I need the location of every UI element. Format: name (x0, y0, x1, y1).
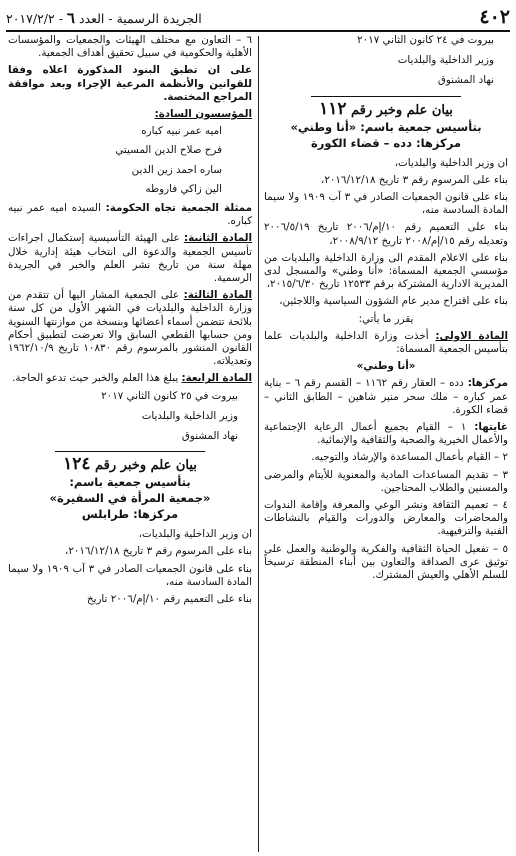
preamble-para: ان وزير الداخلية والبلديات، (138, 528, 252, 541)
representative-para (8, 202, 252, 228)
article-3-text: على الجمعية المشار اليها أن تتقدم من وزارة الداخلية والبلديات في الشهر الأول من كل سنة بلائحة تتضمن أسماء أعضائها وبنسخة من موازنتها السنوية ومن حسابها القطعي السابق والا تعرضت لتطبيق أحكام القانون المنشور بالمرسوم رقم ١٠٨٣٠ تاريخ ١٩٦٢/١٠/٩ وتعديلاته. (8, 289, 252, 368)
hq-text: دده – العقار رقم ١١٦٢ – القسم رقم ٦ – بناية عمر كباره – ملك سحر منير شاهين – الطابق الثاني – قضاء الكورة. (264, 377, 508, 416)
section-rule (311, 96, 461, 97)
notice-hq: مركزها: طرابلس (81, 507, 179, 522)
article-3 (8, 289, 252, 368)
article-2-text: على الهيئة التأسيسية إستكمال اجراءات تأسيس الجمعية والدعوة الى انتخاب هيئة إدارية خلال مهلة سنة من تاريخ نشر العلم والخبر في الجريدة الرسمية. (8, 232, 252, 285)
sig-date: بيروت في ٢٥ كانون الثاني ٢٠١٧ (101, 389, 238, 402)
gazette-title (6, 9, 202, 28)
preamble-para: بناء على الاعلام المقدم الى وزارة الداخلية والبلديات من مؤسسي الجمعية المسماة: «أنا وطني» والمسجل لدى المديرية الادارية المشتركة برقم ١٢٥٣٣ تاريخ ٢٠١٥/٦/٣٠، (264, 251, 508, 291)
article-3-label: المادة الثالثة: (183, 289, 252, 302)
notice-hq: مركزها: دده – قضاء الكورة (311, 135, 461, 150)
article-1-text: أخذت وزارة الداخلية والبلديات علما بتأسيس الجمعية المسماة: (264, 329, 508, 356)
article-1-label: المادة الاولى: (435, 329, 508, 342)
article-2 (8, 232, 252, 285)
sig-name: نهاد المشنوق (181, 430, 238, 443)
preamble-para: بناء على قانون الجمعيات الصادر في ٣ آب ١٩٠٩ ولا سيما المادة السادسة منه، (264, 191, 508, 217)
founder-name: فرح صلاح الدين المسيتي (115, 144, 222, 157)
article-1 (264, 330, 508, 356)
sig-title: وزير الداخلية والبلديات (141, 409, 238, 422)
section-rule (55, 451, 205, 452)
representative-text: السيده اميه عمر نبيه كباره. (8, 202, 252, 228)
article-4-text: يبلغ هذا العلم والخبر حيث تدعو الحاجة. (12, 372, 182, 385)
issue-number: ٦ (66, 9, 75, 27)
notice-subject: بتأسيس جمعية باسم: (69, 475, 191, 490)
notice-title-text: بيان علم وخبر رقم (351, 102, 453, 118)
founders-list (8, 125, 252, 196)
notice-title-text: بيان علم وخبر رقم (95, 458, 197, 474)
goal-item: ٣ – تقديم المساعدات المادية والمعنوية للأيتام والمرضى والمسنين والطلاب المحتاجين. (264, 468, 508, 494)
sig-date: بيروت في ٢٤ كانون الثاني ٢٠١٧ (357, 34, 494, 46)
issue-date: - ٢٠١٧/٢/٢ (6, 11, 63, 26)
founder-name: اميه عمر نبيه كباره (141, 125, 222, 138)
founder-name: الين زاكي فاروطه (145, 182, 222, 195)
preamble-para: ان وزير الداخلية والبلديات، (394, 156, 508, 169)
founders-label: المؤسسون السادة: (154, 108, 252, 121)
hq-para (264, 377, 508, 417)
signature-block-2 (8, 390, 252, 444)
goals-label: غايتها: (474, 421, 508, 434)
notice-number: ١٢٤ (63, 454, 91, 475)
notice-124-heading (8, 451, 252, 522)
notice-title (8, 456, 252, 474)
goal-item: ٢ – القيام بأعمال المساعدة والإرشاد والتوجيه. (311, 451, 508, 464)
association-name: «أنا وطني» (356, 360, 416, 373)
representative-label: ممثلة الجمعية تجاه الحكومة: (105, 202, 252, 215)
preamble-para: بناء على التعميم رقم ١٠/إم/٢٠٠٦ تاريخ (86, 593, 252, 606)
left-column (8, 34, 252, 852)
hq-label: مركزها: (467, 377, 508, 390)
preamble-para: بناء على اقتراح مدير عام الشؤون السياسية واللاجئين، (279, 295, 508, 308)
page-number: ٤٠٢ (479, 6, 510, 28)
gazette-name: الجريدة الرسمية - العدد (78, 11, 202, 26)
goal-item: ٦ – التعاون مع مختلف الهيئات والجمعيات والمؤسسات الأهلية والحكومية في سبيل تحقيق أهداف الجمعية. (8, 34, 252, 60)
compliance-notice: على ان تطبق البنود المذكورة اعلاه وفقا للقوانين والأنظمة المرعية الإجراء وبعد موافقة المراجع المختصة. (8, 64, 252, 103)
goal-item: ٥ – تفعيل الحياة الثقافية والفكرية والوطنية والعمل على توثيق عرى الصداقة والتعاون بين أبناء المنطقة ترسيخاً للسلم الأهلي والعيش المشترك. (264, 542, 508, 582)
notice-number: ١١٢ (319, 98, 347, 119)
preamble-para: بناء على التعميم رقم ١٠/إم/٢٠٠٦ تاريخ ٢٠٠٦/٥/١٩ وتعديله رقم ١٥/إم/٢٠٠٨ تاريخ ٢٠٠٨/٩/١٢، (264, 221, 508, 247)
notice-subject: بتأسيس جمعية باسم: «أنا وطني» (290, 119, 482, 134)
signature-block-1 (264, 34, 508, 88)
column-divider (258, 36, 259, 852)
notice-title (264, 98, 508, 119)
notice-112-heading (264, 96, 508, 151)
article-2-label: المادة الثانية: (183, 232, 252, 245)
sig-name: نهاد المشنوق (437, 74, 494, 87)
right-column (264, 34, 508, 852)
decides-line: يقرر ما يأتي: (358, 312, 414, 325)
preamble-para: بناء على المرسوم رقم ٣ تاريخ ٢٠١٦/١٢/١٨، (321, 173, 508, 186)
founder-name: ساره احمد زين الدين (131, 163, 222, 176)
page-header (6, 2, 510, 32)
goal-item: ٤ – تعميم الثقافة ونشر الوعي والمعرفة وإقامة الندوات والمحاضرات والمعارض والدورات والقيام بالنشاطات الفنية والترفيهية. (264, 499, 508, 538)
preamble-para: بناء على المرسوم رقم ٣ تاريخ ٢٠١٦/١٢/١٨، (65, 545, 252, 558)
sig-title: وزير الداخلية والبلديات (397, 54, 494, 67)
goals-para (264, 421, 508, 447)
article-4 (8, 372, 252, 385)
preamble-para: بناء على قانون الجمعيات الصادر في ٣ آب ١٩٠٩ ولا سيما المادة السادسة منه، (8, 562, 252, 588)
goal-1-text: ١ – القيام بجميع أعمال الرعاية الإجتماعية والأعمال الخيرية والصحية والثقافية والإنمائية. (264, 421, 508, 447)
association-name: «جمعية المرأة في السفيرة» (49, 491, 211, 506)
article-4-label: المادة الرابعة: (181, 372, 252, 385)
